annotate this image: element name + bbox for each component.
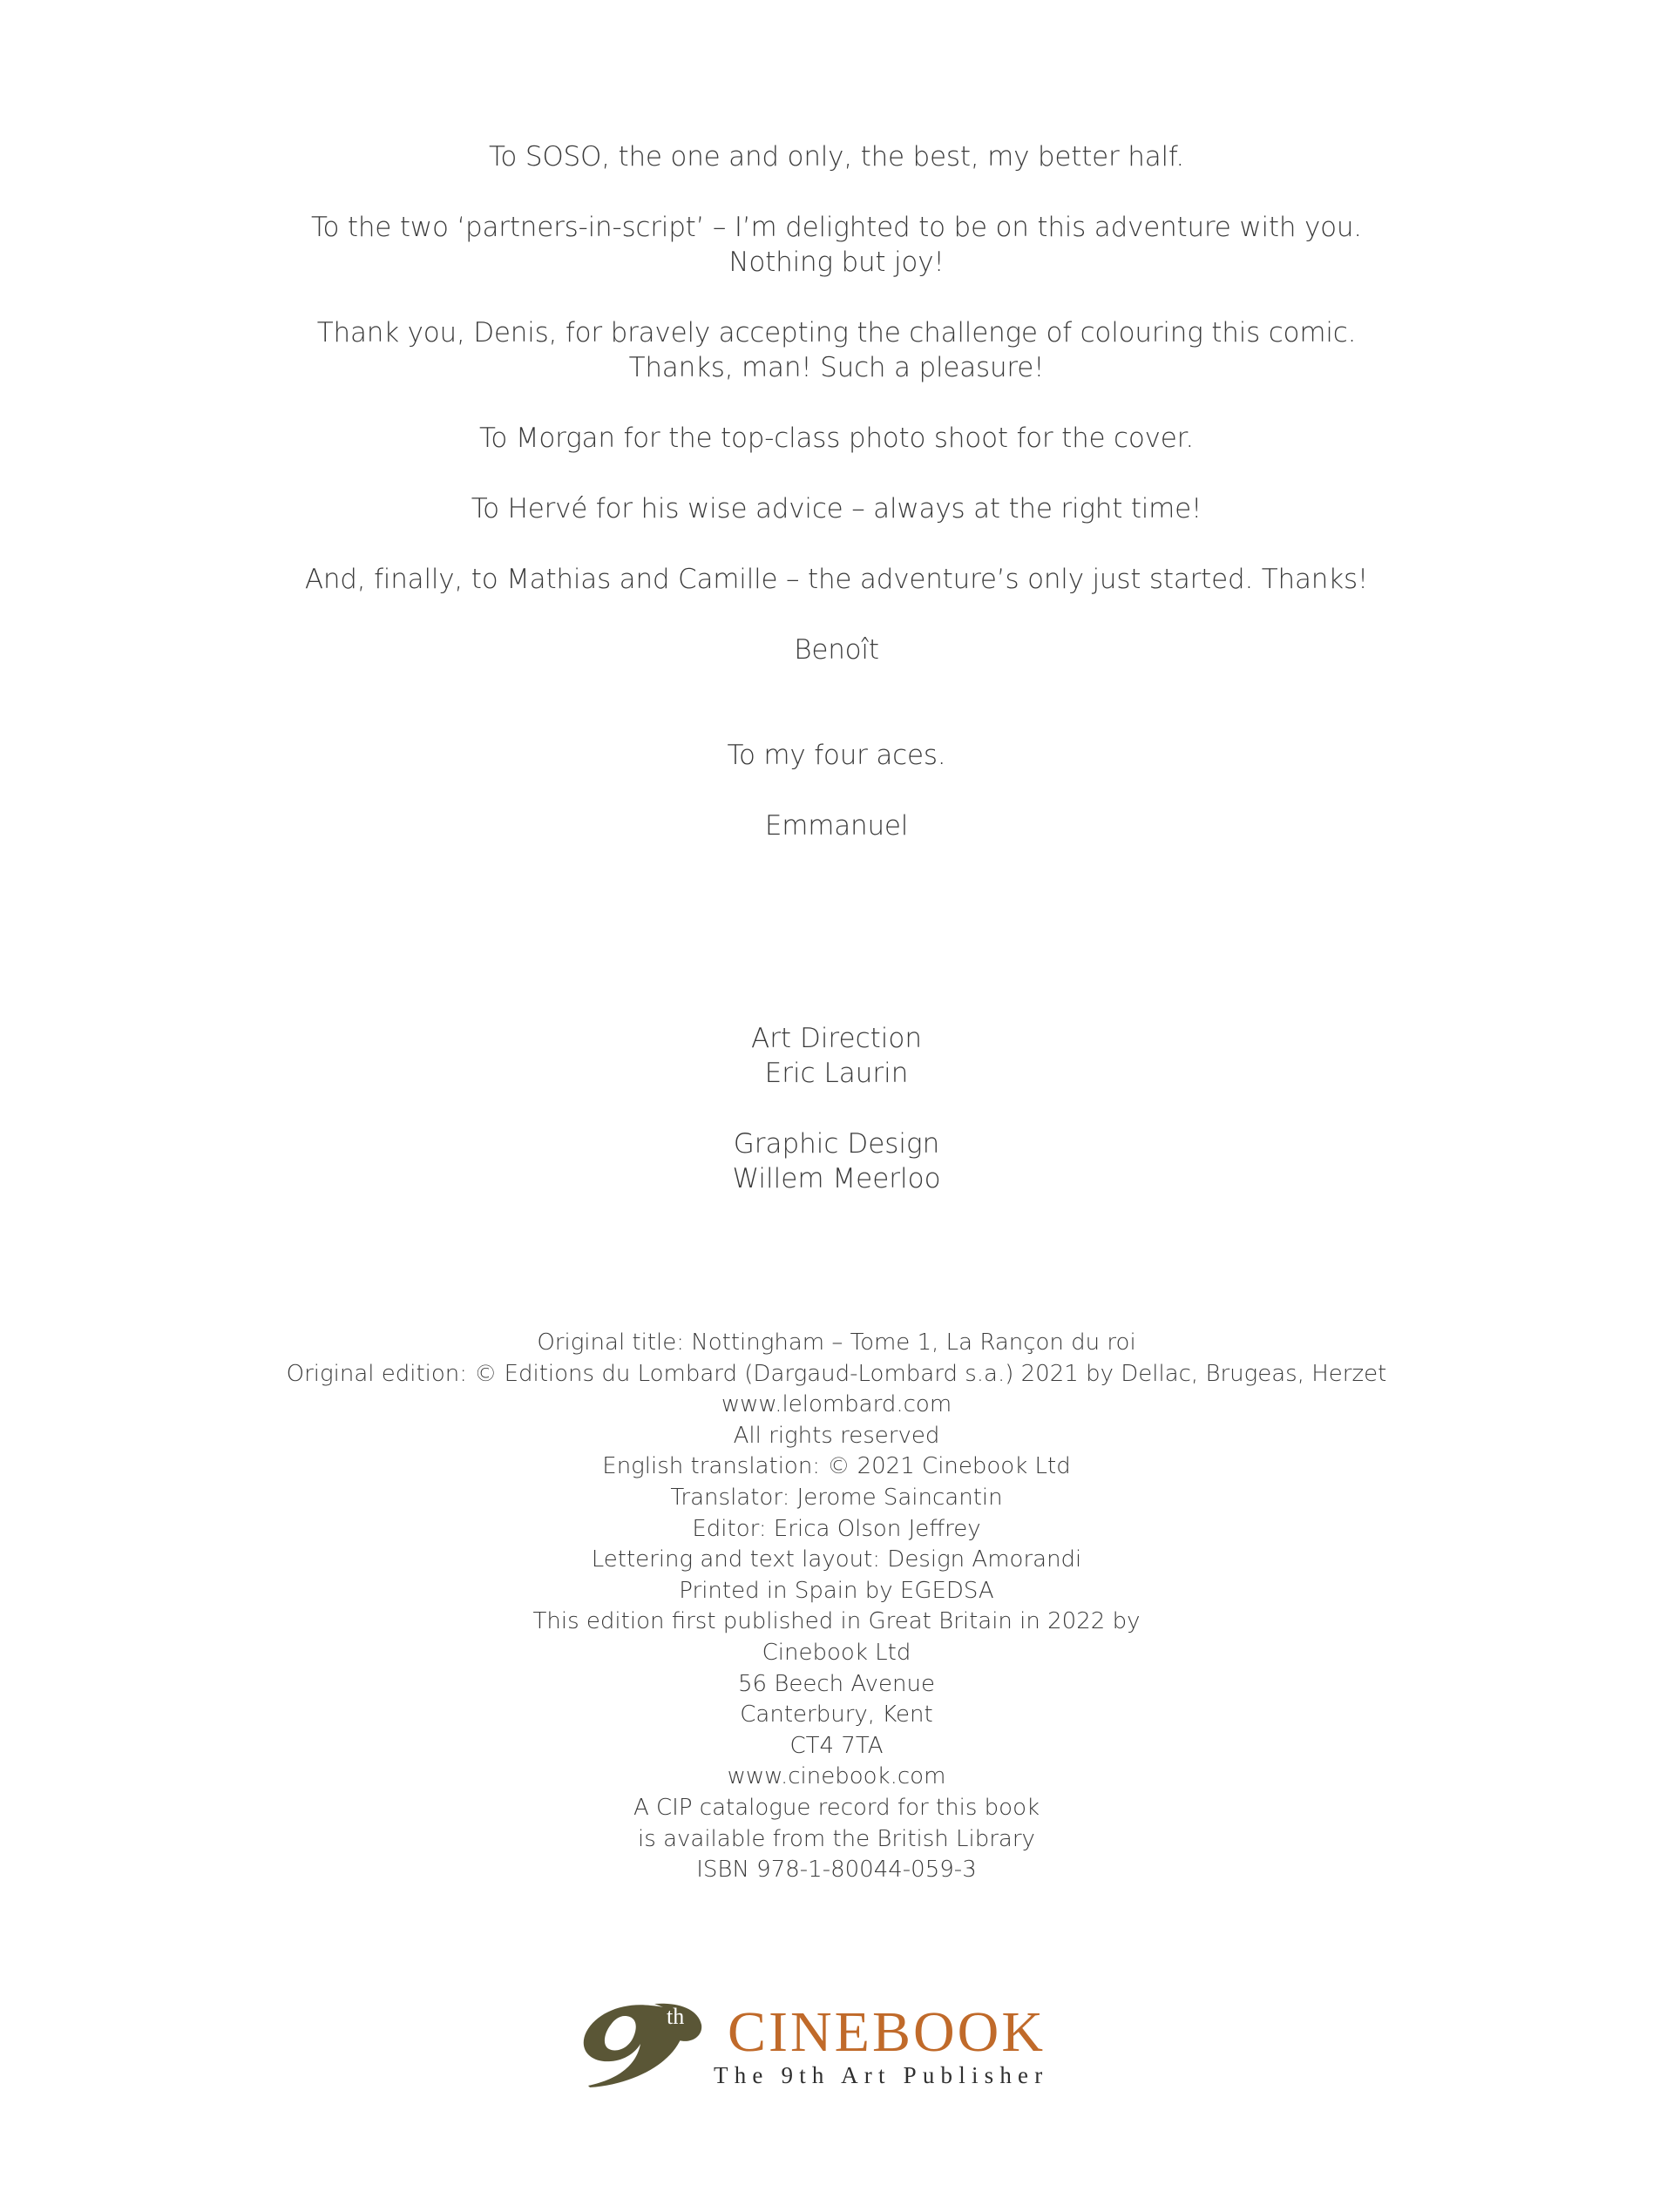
dedication-block	[0, 562, 1673, 597]
imprint-line: Original title: Nottingham – Tome 1, La Rançon du roi	[537, 1329, 1136, 1356]
imprint-line: This edition first published in Great Britain in 2022 by	[532, 1608, 1141, 1635]
dedication-block	[0, 139, 1673, 174]
signature-benoit: Benoît	[794, 634, 879, 666]
nine-numeral-icon	[571, 2000, 719, 2087]
imprint-line: ISBN 978-1-80044-059-3	[696, 1857, 977, 1884]
imprint-line: Printed in Spain by EGEDSA	[679, 1577, 994, 1604]
art-direction-name: Eric Laurin	[764, 1058, 909, 1089]
cinebook-logo	[571, 2000, 1111, 2087]
imprint-line: is available from the British Library	[638, 1825, 1035, 1852]
dedication-partners: To the two ‘partners-in-script’ – I’m delighted to be on this adventure with you.	[311, 212, 1362, 243]
imprint-line: Original edition: © Editions du Lombard (Dargaud-Lombard s.a.) 2021 by Dellac, Brugeas, Herzet	[286, 1360, 1387, 1387]
dedication-block	[0, 738, 1673, 773]
imprint-line: www.cinebook.com	[727, 1763, 946, 1790]
imprint-line: All rights reserved	[733, 1422, 940, 1449]
dedication-denis: Thank you, Denis, for bravely accepting the challenge of colouring this comic.	[316, 317, 1357, 348]
imprint-line: Translator: Jerome Saincantin	[670, 1484, 1003, 1511]
dedication-mathias-camille: And, finally, to Mathias and Camille – the adventure’s only just started. Thanks!	[304, 564, 1369, 595]
logo-superscript: th	[667, 2004, 685, 2029]
dedication-herve: To Hervé for his wise advice – always at the right time!	[471, 493, 1202, 524]
dedication-block	[0, 315, 1673, 385]
dedication-signature	[0, 632, 1673, 667]
imprint-line: Editor: Erica Olson Jeffrey	[692, 1515, 981, 1542]
dedication-signature	[0, 808, 1673, 843]
imprint-line: Canterbury, Kent	[740, 1701, 933, 1728]
dedication-joy: Nothing but joy!	[728, 247, 945, 278]
credits-art-direction	[0, 1021, 1673, 1091]
imprint-line: www.lelombard.com	[721, 1391, 952, 1418]
imprint-line: A CIP catalogue record for this book	[633, 1794, 1040, 1821]
dedication-morgan: To Morgan for the top-class photo shoot for the cover.	[478, 423, 1195, 454]
dedication-thanks-man: Thanks, man! Such a pleasure!	[628, 352, 1045, 383]
imprint-line: Cinebook Ltd	[762, 1639, 911, 1666]
logo-brand-name: CINEBOOK	[728, 2000, 1046, 2064]
dedication-four-aces: To my four aces.	[727, 740, 946, 771]
graphic-design-name: Willem Meerloo	[732, 1163, 941, 1194]
logo-tagline: The 9th Art Publisher	[714, 2062, 1049, 2088]
imprint-line: Lettering and text layout: Design Amorandi	[591, 1546, 1082, 1573]
dedication-soso: To SOSO, the one and only, the best, my better half.	[488, 141, 1185, 172]
credits-graphic-design	[0, 1126, 1673, 1196]
imprint-line: CT4 7TA	[789, 1732, 884, 1759]
signature-emmanuel: Emmanuel	[764, 810, 909, 842]
art-direction-label: Art Direction	[750, 1023, 922, 1054]
dedication-block	[0, 421, 1673, 456]
imprint-line: English translation: © 2021 Cinebook Ltd	[602, 1453, 1071, 1480]
imprint-line: 56 Beech Avenue	[737, 1670, 935, 1697]
dedication-block	[0, 210, 1673, 280]
graphic-design-label: Graphic Design	[733, 1128, 940, 1160]
dedication-block	[0, 491, 1673, 526]
imprint-block	[0, 1328, 1673, 1886]
